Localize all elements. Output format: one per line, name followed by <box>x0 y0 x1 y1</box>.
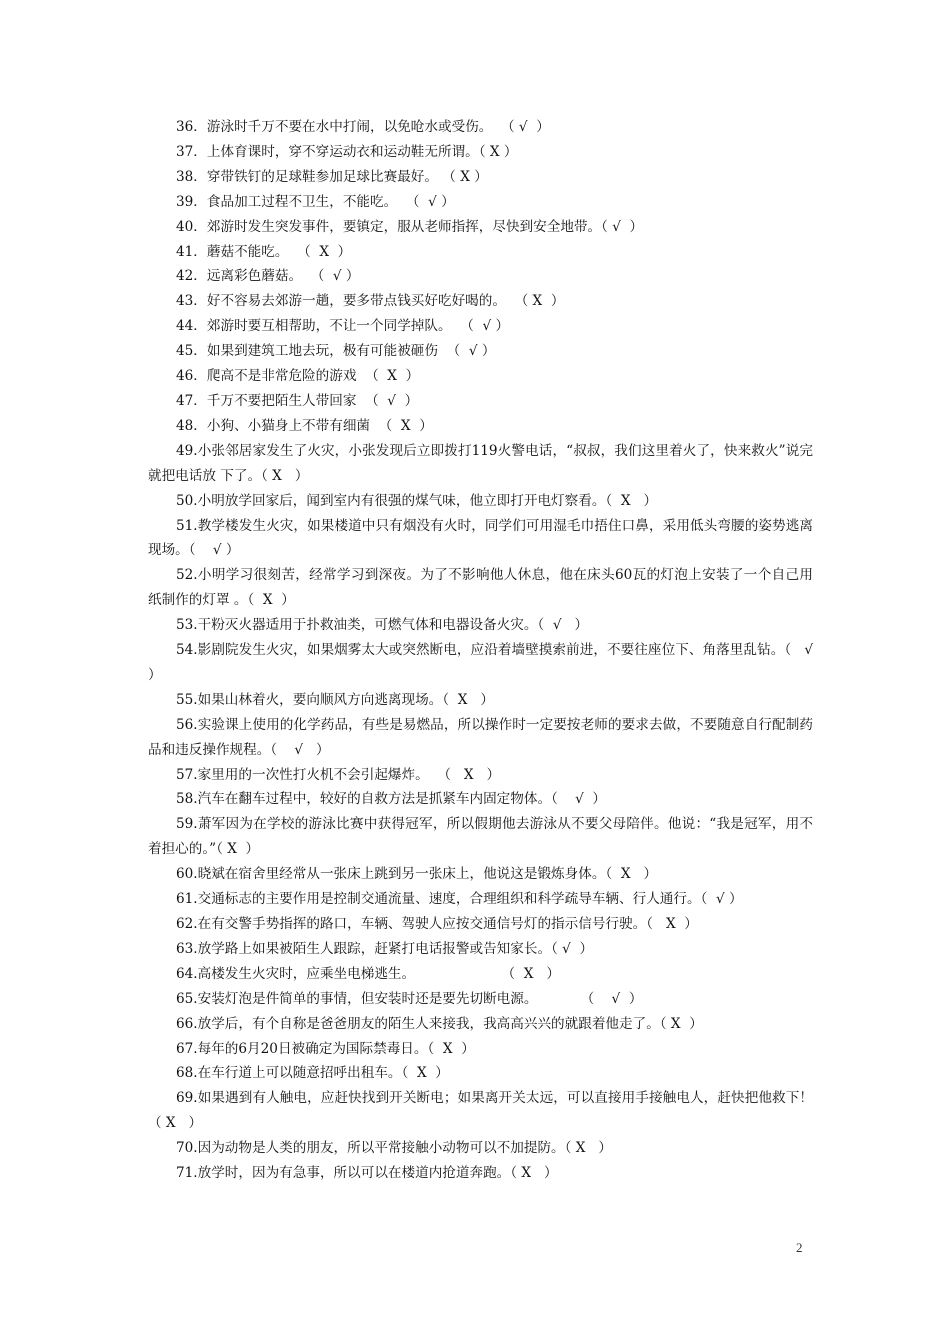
question-item: 67.每年的6月20日被确定为国际禁毒日。（ X ） <box>176 1040 475 1057</box>
question-item: 57.家里用的一次性打火机不会引起爆炸。 （ X ） <box>176 766 501 783</box>
question-item: 56.实验课上使用的化学药品，有些是易燃品，所以操作时一定要按老师的要求去做，不要随意自行配制药品和违反操作规程。（ √ ） <box>148 716 813 758</box>
question-item: 63.放学路上如果被陌生人跟踪，赶紧打电话报警或告知家长。（ √ ） <box>176 940 594 957</box>
question-item: 36．游泳时千万不要在水中打闹，以免呛水或受伤。 （ √ ） <box>176 119 550 135</box>
question-item: 40．郊游时发生突发事件，要镇定，服从老师指挥，尽快到安全地带。（ √ ） <box>176 218 644 235</box>
question-item: 37．上体育课时，穿不穿运动衣和运动鞋无所谓。（ X ） <box>176 143 518 160</box>
question-item: 59.萧军因为在学校的游泳比赛中获得冠军，所以假期他去游泳从不要父母陪伴。他说：“我是冠军，用不着担心的。”（ X ） <box>148 816 813 858</box>
question-item: 60.晓斌在宿舍里经常从一张床上跳到另一张床上，他说这是锻炼身体。（ X ） <box>176 866 658 883</box>
page-number: 2 <box>796 1240 803 1255</box>
question-item: 46．爬高不是非常危险的游戏 （ X ） <box>176 368 420 385</box>
question-item: 43．好不容易去郊游一趟，要多带点钱买好吃好喝的。 （ X ） <box>176 293 565 310</box>
question-item: 71.放学时，因为有急事，所以可以在楼道内抢道奔跑。（ X ） <box>176 1165 558 1182</box>
question-item: 66.放学后，有个自称是爸爸朋友的陌生人来接我，我高高兴兴的就跟着他走了。（ X ） <box>176 1015 703 1032</box>
question-item: 70.因为动物是人类的朋友，所以平常接触小动物可以不加提防。（ X ） <box>176 1140 612 1157</box>
question-item: 42．远离彩色蘑菇。 （ √ ） <box>176 268 360 285</box>
question-item: 41．蘑菇不能吃。 （ X ） <box>176 243 352 260</box>
question-item: 65.安装灯泡是件简单的事情，但安装时还是要先切断电源。 （ √ ） <box>176 990 643 1007</box>
question-item: 50.小明放学回家后，闻到室内有很强的煤气味，他立即打开电灯察看。（ X ） <box>176 492 658 509</box>
question-item: 47．千万不要把陌生人带回家 （ √ ） <box>176 392 419 409</box>
question-item: 44．郊游时要互相帮助，不让一个同学掉队。 （ √ ） <box>176 318 510 335</box>
question-item: 53.干粉灭火器适用于扑救油类，可燃气体和电器设备火灾。（ √ ） <box>176 617 589 634</box>
question-item: 69.如果遇到有人触电，应赶快找到开关断电；如果离开关太远，可以直接用手接触电人，赶快把他救下！（ X ） <box>148 1090 813 1132</box>
question-item: 62.在有交警手势指挥的路口，车辆、驾驶人应按交通信号灯的指示信号行驶。（ X ） <box>176 916 698 932</box>
question-item: 58.汽车在翻车过程中，较好的自救方法是抓紧车内固定物体。（ √ ） <box>176 791 607 808</box>
question-item: 52.小明学习很刻苦，经常学习到深夜。为了不影响他人休息，他在床头60瓦的灯泡上安装了一个自己用纸制作的灯罩 。（ X ） <box>148 567 813 609</box>
question-item: 48．小狗、小猫身上不带有细菌 （ X ） <box>176 417 433 434</box>
question-item: 39．食品加工过程不卫生，不能吃。 （ √ ） <box>176 193 455 210</box>
true-false-question-list <box>148 115 818 1186</box>
question-item: 49.小张邻居家发生了火灾，小张发现后立即拨打119火警电话，“叔叔，我们这里着火了，快来救火”说完就把电话放 下了。（ X ） <box>148 442 813 484</box>
question-item: 45．如果到建筑工地去玩，极有可能被砸伤 （ √ ） <box>176 343 496 360</box>
question-item: 55.如果山林着火，要向顺风方向逃离现场。（ X ） <box>176 691 494 708</box>
question-item: 38．穿带铁钉的足球鞋参加足球比赛最好。 （ X ） <box>176 168 488 185</box>
question-item: 64.高楼发生火灾时，应乘坐电梯逃生。 （ X ） <box>176 965 561 982</box>
question-item: 51.教学楼发生火灾，如果楼道中只有烟没有火时，同学们可用湿毛巾捂住口鼻，采用低头弯腰的姿势逃离现场。（ √ ） <box>148 517 813 559</box>
question-item: 68.在车行道上可以随意招呼出租车。（ X ） <box>176 1065 449 1082</box>
question-item: 54.影剧院发生火灾，如果烟雾太大或突然断电，应沿着墙壁摸索前进，不要往座位下、角落里乱钻。（ √ ） <box>148 642 818 683</box>
question-item: 61.交通标志的主要作用是控制交通流量、速度，合理组织和科学疏导车辆、行人通行。（ √ ） <box>176 891 743 908</box>
